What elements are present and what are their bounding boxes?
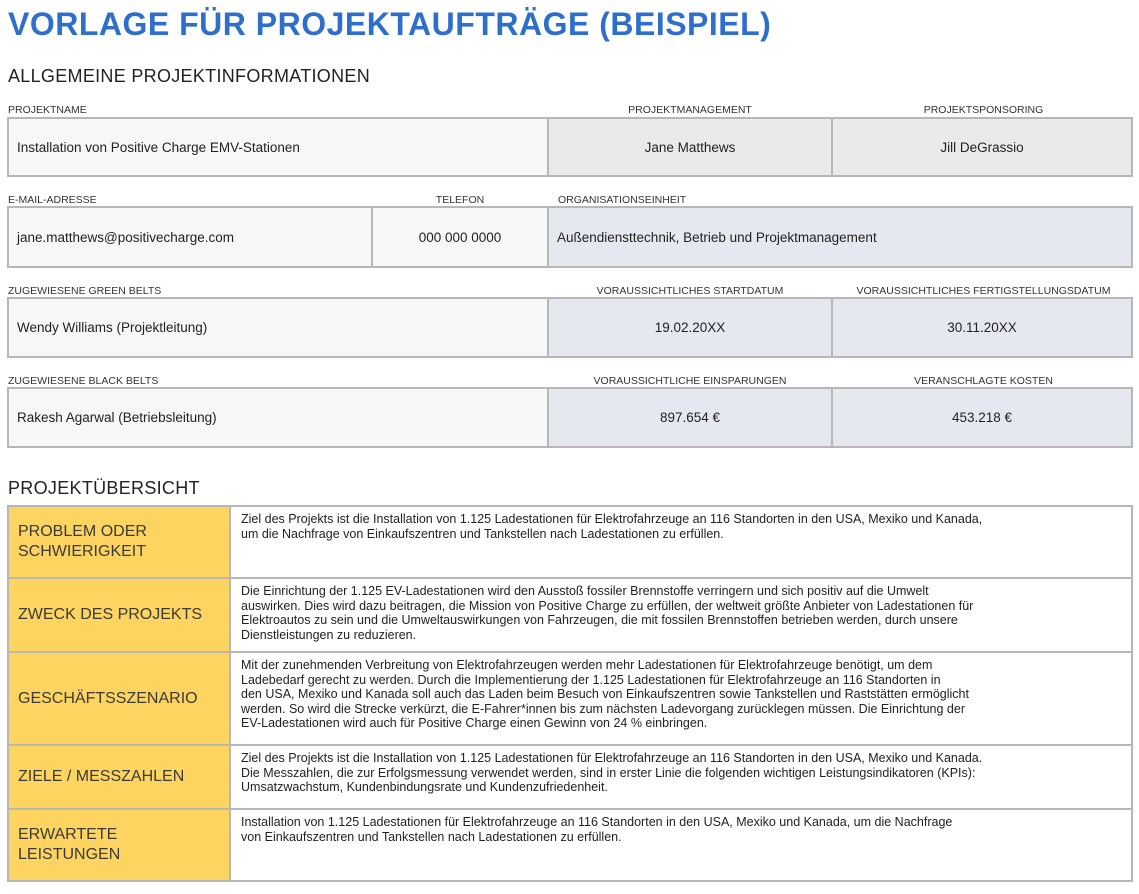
savings-value[interactable]: 897.654 €	[549, 389, 833, 446]
green-belts-value[interactable]: Wendy Williams (Projektleitung)	[9, 299, 549, 356]
email-label: E-MAIL-ADRESSE	[8, 194, 97, 206]
overview-text-problem[interactable]: Ziel des Projekts ist die Installation von 1.125 Ladestationen für Elektrofahrzeuge an 116 Standorten in den USA, Mexiko und Kanada, um die Nachfrage von Einkaufszentren und Tankstellen nach Ladestationen zu erfüllen.	[241, 512, 983, 541]
project-info-row-4	[7, 387, 1133, 448]
overview-row-deliverables	[9, 810, 1131, 880]
start-date-label: VORAUSSICHTLICHES STARTDATUM	[596, 285, 784, 297]
overview-label-purpose	[9, 579, 231, 651]
overview-label-business-case	[9, 653, 231, 744]
overview-row-purpose	[9, 579, 1131, 653]
org-unit-label: ORGANISATIONSEINHEIT	[558, 194, 687, 206]
costs-label: VERANSCHLAGTE KOSTEN	[914, 375, 1053, 387]
project-sponsoring-value[interactable]: Jill DeGrassio	[833, 119, 1131, 175]
black-belts-value[interactable]: Rakesh Agarwal (Betriebsleitung)	[9, 389, 549, 446]
overview-label-business-case-text: GESCHÄFTSSZENARIO	[18, 689, 198, 707]
overview-label-problem-text: PROBLEM ODER SCHWIERIGKEIT	[18, 523, 147, 560]
end-date-value[interactable]: 30.11.20XX	[833, 299, 1131, 356]
project-name-label: PROJEKTNAME	[8, 104, 87, 116]
overview-label-purpose-text: ZWECK DES PROJEKTS	[18, 606, 203, 623]
project-management-label: PROJEKTMANAGEMENT	[628, 104, 752, 116]
savings-label: VORAUSSICHTLICHE EINSPARUNGEN	[593, 375, 787, 387]
project-info-row-3	[7, 297, 1133, 358]
overview-row-business-case	[9, 653, 1131, 746]
project-info-row-2	[7, 206, 1133, 268]
costs-value[interactable]: 453.218 €	[833, 389, 1131, 446]
black-belts-label: ZUGEWIESENE BLACK BELTS	[8, 375, 159, 387]
overview-row-goals	[9, 746, 1131, 810]
phone-label: TELEFON	[435, 194, 485, 206]
end-date-label: VORAUSSICHTLICHES FERTIGSTELLUNGSDATUM	[856, 285, 1111, 297]
general-info-heading: ALLGEMEINE PROJEKTINFORMATIONEN	[8, 66, 371, 86]
overview-table	[7, 505, 1133, 882]
overview-text-business-case[interactable]: Mit der zunehmenden Verbreitung von Elektrofahrzeugen werden mehr Ladestationen für Elektrofahrzeuge benötigt, um dem Ladebedarf gerecht zu werden. Durch die Implementierung der 1.125 Ladestationen für Elektrofahrzeuge an 116 Standorten in den USA, Mexiko und Kanada soll auch das Laden beim Besuch von Einkaufszentren sowie Tankstellen und Raststätten ermöglicht werden. So wird die Strecke verkürzt, die E-Fahrer*innen bis zum nächsten Ladevorgang zurücklegen müssen. Die Einrichtung der EV-Ladestationen wird auch für Positive Charge einen Gewinn von 24 % einbringen.	[241, 658, 969, 731]
page-title: VORLAGE FÜR PROJEKTAUFTRÄGE (BEISPIEL)	[8, 6, 772, 42]
overview-text-deliverables[interactable]: Installation von 1.125 Ladestationen für Elektrofahrzeuge an 116 Standorten in den USA, Mexiko und Kanada, um die Nachfrage von Einkaufszentren und Tankstellen nach Ladestationen zu erfüllen.	[241, 815, 953, 844]
overview-heading: PROJEKTÜBERSICHT	[8, 478, 200, 498]
email-value[interactable]: jane.matthews@positivecharge.com	[9, 208, 373, 266]
phone-value[interactable]: 000 000 0000	[373, 208, 549, 266]
overview-text-purpose[interactable]: Die Einrichtung der 1.125 EV-Ladestationen wird den Ausstoß fossiler Brennstoffe verringern und sich positiv auf die Umwelt auswirken. Dies wird dazu beitragen, die Mission von Positive Charge zu erfüllen, der weltweit größte Anbieter von Ladestationen für Elektroautos zu sein und die Umweltauswirkungen von Fahrzeugen, die mit fossilen Brennstoffen betrieben werden, durch unsere Dienstleistungen zu reduzieren.	[241, 584, 974, 642]
project-info-row-1	[7, 117, 1133, 177]
overview-label-goals-text: ZIELE / MESSZAHLEN	[18, 768, 185, 785]
overview-label-problem	[9, 507, 231, 577]
overview-label-deliverables-text: ERWARTETE LEISTUNGEN	[18, 826, 121, 863]
project-management-value[interactable]: Jane Matthews	[549, 119, 833, 175]
green-belts-label: ZUGEWIESENE GREEN BELTS	[8, 285, 162, 297]
project-name-value[interactable]: Installation von Positive Charge EMV-Stationen	[9, 119, 549, 175]
project-sponsoring-label: PROJEKTSPONSORING	[923, 104, 1044, 116]
org-unit-value[interactable]: Außendiensttechnik, Betrieb und Projektmanagement	[549, 208, 1131, 266]
overview-text-goals[interactable]: Ziel des Projekts ist die Installation von 1.125 Ladestationen für Elektrofahrzeuge an 116 Standorten in den USA, Mexiko und Kanada. Die Messzahlen, die zur Erfolgsmessung verwendet werden, sind in erster Linie die folgenden wichtigen Leistungsindikatoren (KPIs): Umsatzwachstum, Kundenbindungsrate und Kundenzufriedenheit.	[241, 751, 983, 795]
overview-label-deliverables	[9, 810, 231, 880]
overview-row-problem	[9, 507, 1131, 579]
start-date-value[interactable]: 19.02.20XX	[549, 299, 833, 356]
overview-label-goals	[9, 746, 231, 808]
